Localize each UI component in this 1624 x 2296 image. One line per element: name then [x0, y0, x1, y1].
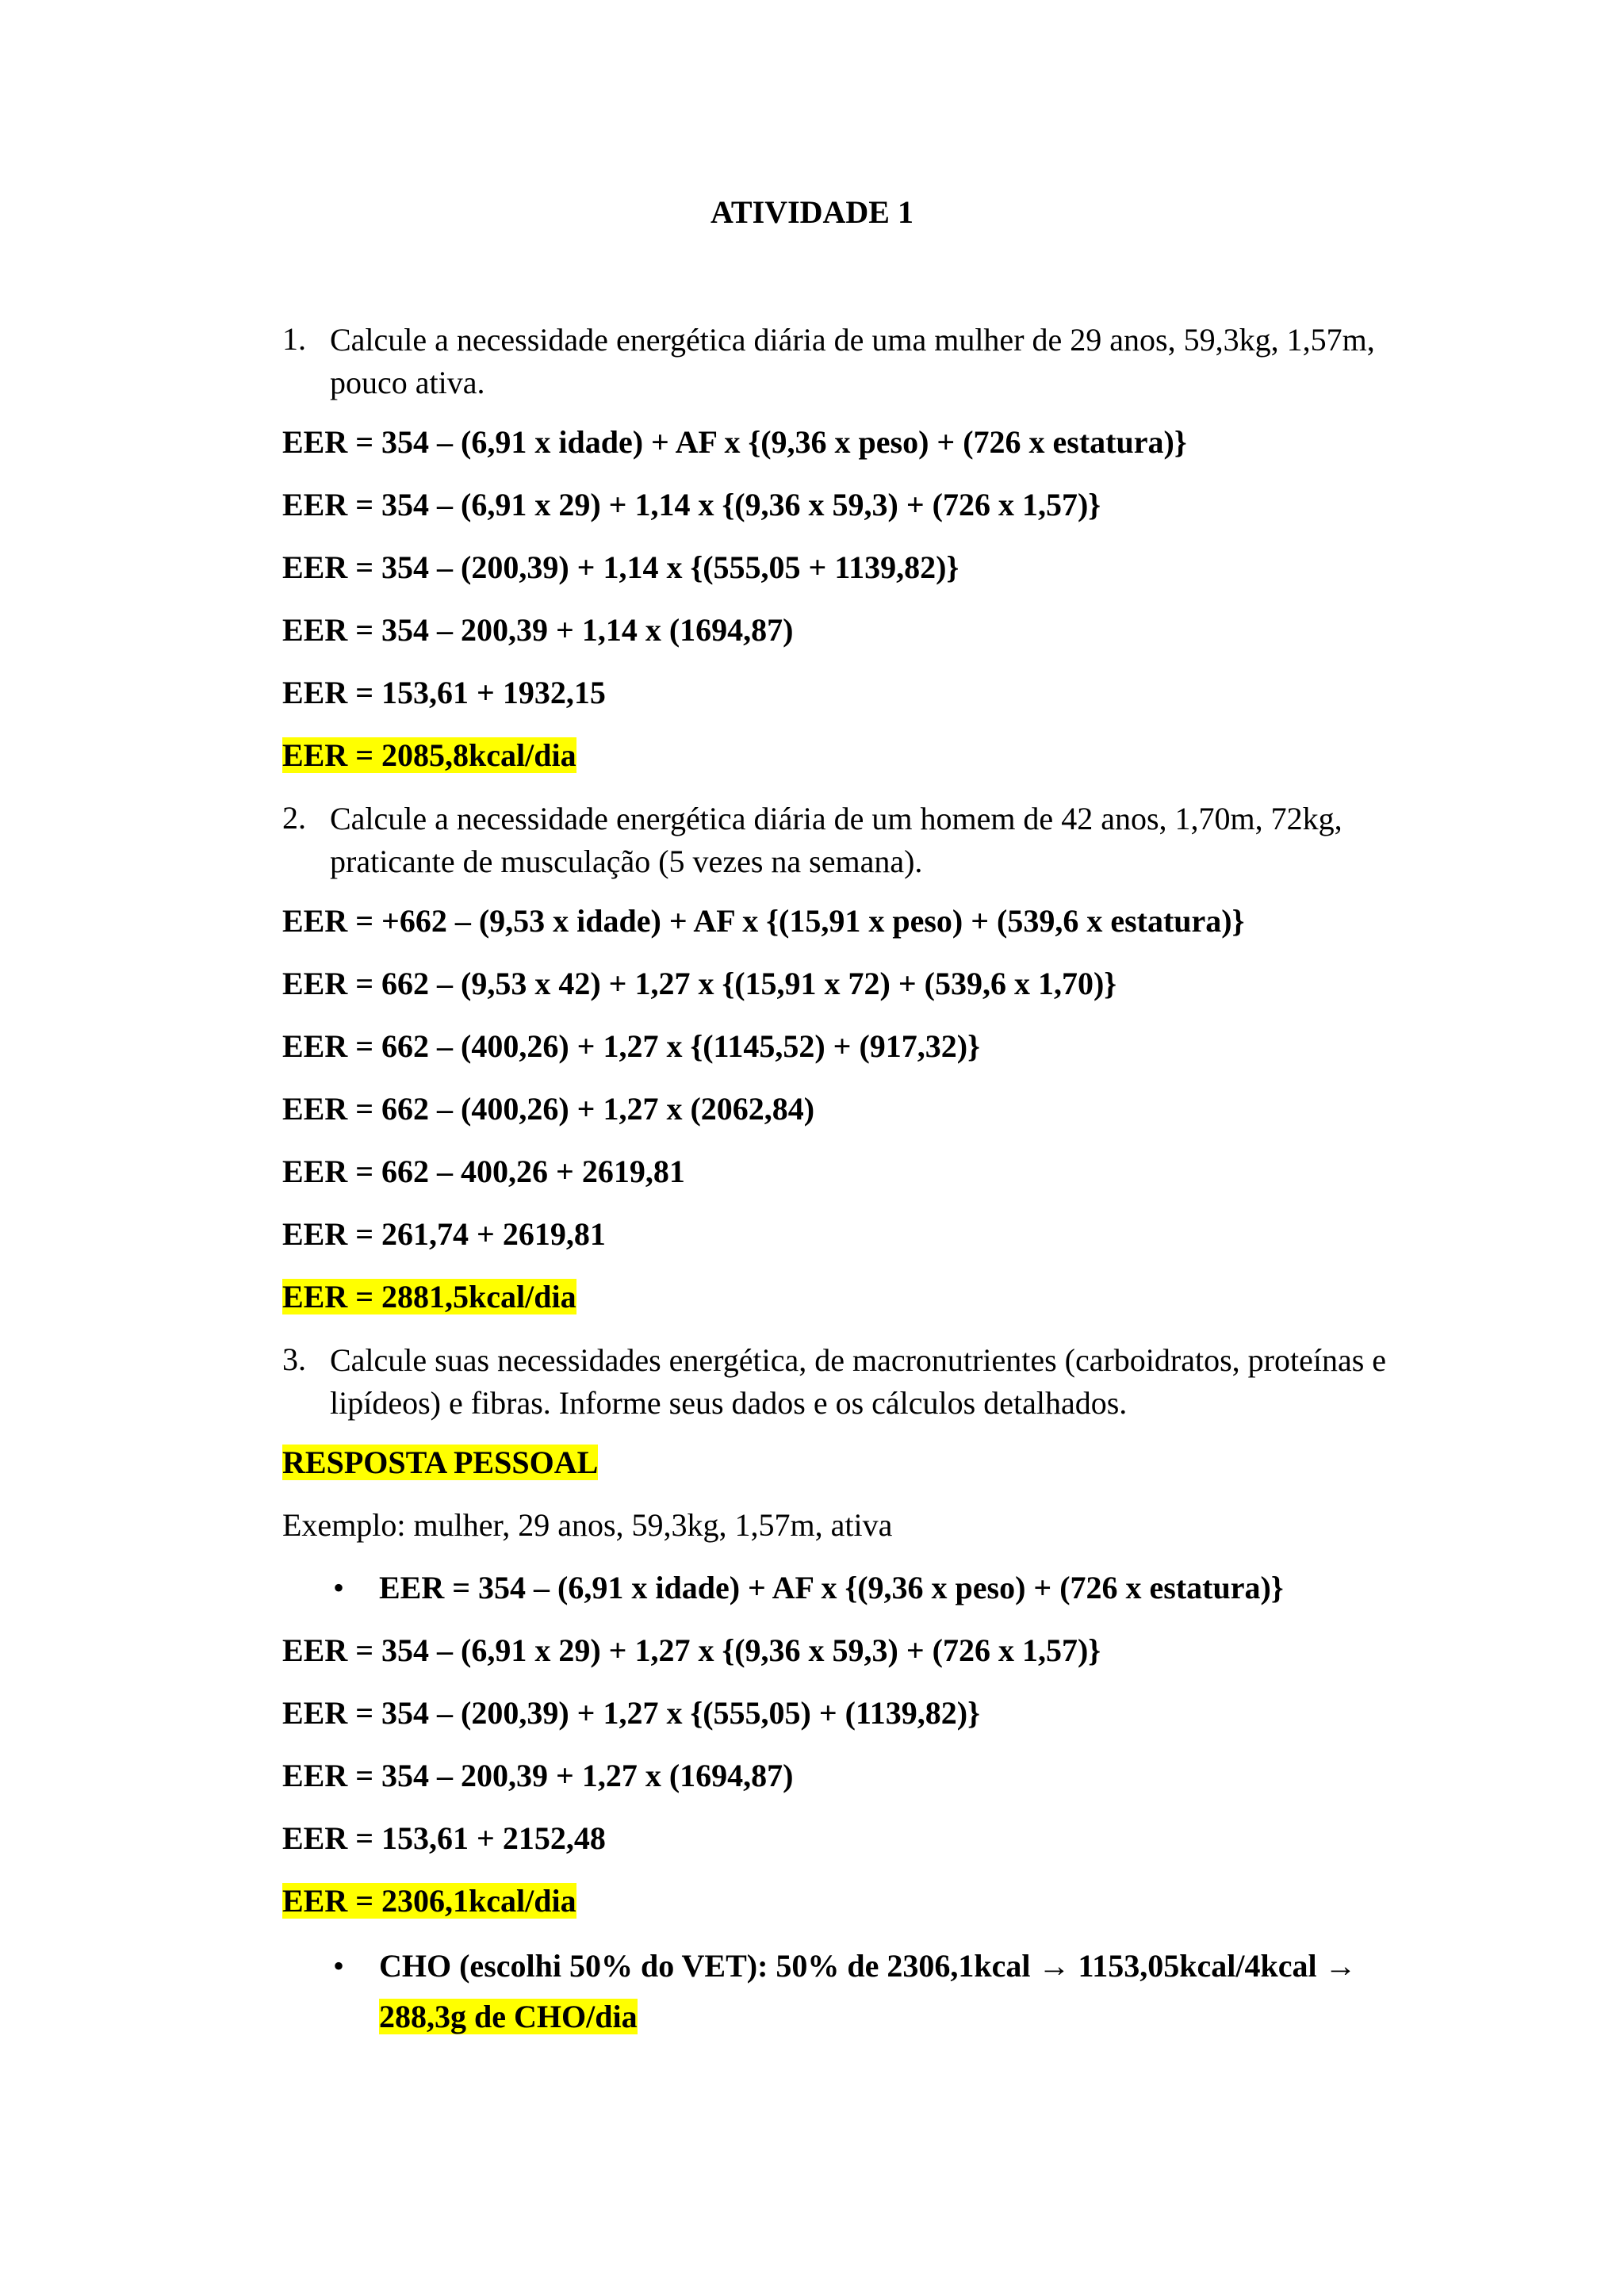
question-3-text: Calcule suas necessidades energética, de macronutrientes (carboidratos, proteínas e lipídeos) e fibras. Informe seus dados e os cálculos detalhados. [330, 1342, 1387, 1421]
page-title: ATIVIDADE 1 [710, 194, 914, 230]
q1-step-3: EER = 354 – (200,39) + 1,14 x {(555,05 + 1139,82)} [282, 549, 959, 585]
q2-step-2: EER = 662 – (9,53 x 42) + 1,27 x {(15,91 x 72) + (539,6 x 1,70)} [282, 966, 1117, 1001]
q3-bullet-formula: EER = 354 – (6,91 x idade) + AF x {(9,36 x peso) + (726 x estatura)} [379, 1570, 1284, 1605]
q1-step-4: EER = 354 – 200,39 + 1,14 x (1694,87) [282, 612, 794, 648]
question-1-number: 1. [282, 321, 306, 357]
q3-step-3: EER = 354 – 200,39 + 1,27 x (1694,87) [282, 1758, 794, 1793]
q1-step-5: EER = 153,61 + 1932,15 [282, 675, 606, 710]
bullet-marker: • [333, 1570, 345, 1605]
question-1-text: Calcule a necessidade energética diária de uma mulher de 29 anos, 59,3kg, 1,57m, pouco ativa. [330, 322, 1375, 400]
q2-step-6: EER = 261,74 + 2619,81 [282, 1216, 606, 1252]
q1-result: EER = 2085,8kcal/dia [282, 737, 576, 773]
cho-text: CHO (escolhi 50% do VET): 50% de 2306,1kcal → 1153,05kcal/4kcal → [379, 1948, 1357, 1984]
q3-answer-line [282, 1442, 598, 1483]
cho-block [379, 1941, 1410, 2042]
question-2-text: Calcule a necessidade energética diária de um homem de 42 anos, 1,70m, 72kg, praticante de musculação (5 vezes na semana). [330, 801, 1342, 879]
example-text: Exemplo: mulher, 29 anos, 59,3kg, 1,57m, ativa [282, 1507, 893, 1543]
q2-result: EER = 2881,5kcal/dia [282, 1279, 576, 1314]
q2-step-1: EER = +662 – (9,53 x idade) + AF x {(15,91 x peso) + (539,6 x estatura)} [282, 903, 1245, 939]
cho-result: 288,3g de CHO/dia [379, 1999, 638, 2034]
question-2-number: 2. [282, 800, 306, 836]
q2-step-4: EER = 662 – (400,26) + 1,27 x (2062,84) [282, 1091, 815, 1127]
answer-label: RESPOSTA PESSOAL [282, 1445, 599, 1480]
q3-step-1: EER = 354 – (6,91 x 29) + 1,27 x {(9,36 x 59,3) + (726 x 1,57)} [282, 1632, 1101, 1668]
q1-result-line [282, 735, 576, 776]
q2-step-3: EER = 662 – (400,26) + 1,27 x {(1145,52) + (917,32)} [282, 1028, 980, 1064]
q2-result-line [282, 1276, 576, 1318]
q3-step-2: EER = 354 – (200,39) + 1,27 x {(555,05) + (1139,82)} [282, 1695, 980, 1731]
q3-result-line [282, 1881, 576, 1922]
q1-step-2: EER = 354 – (6,91 x 29) + 1,14 x {(9,36 x 59,3) + (726 x 1,57)} [282, 487, 1101, 522]
bullet-marker-cho: • [333, 1948, 345, 1984]
q1-step-1: EER = 354 – (6,91 x idade) + AF x {(9,36 x peso) + (726 x estatura)} [282, 424, 1187, 460]
q3-result: EER = 2306,1kcal/dia [282, 1883, 576, 1919]
q3-step-4: EER = 153,61 + 2152,48 [282, 1820, 606, 1856]
q2-step-5: EER = 662 – 400,26 + 2619,81 [282, 1154, 685, 1189]
question-3-number: 3. [282, 1341, 306, 1377]
